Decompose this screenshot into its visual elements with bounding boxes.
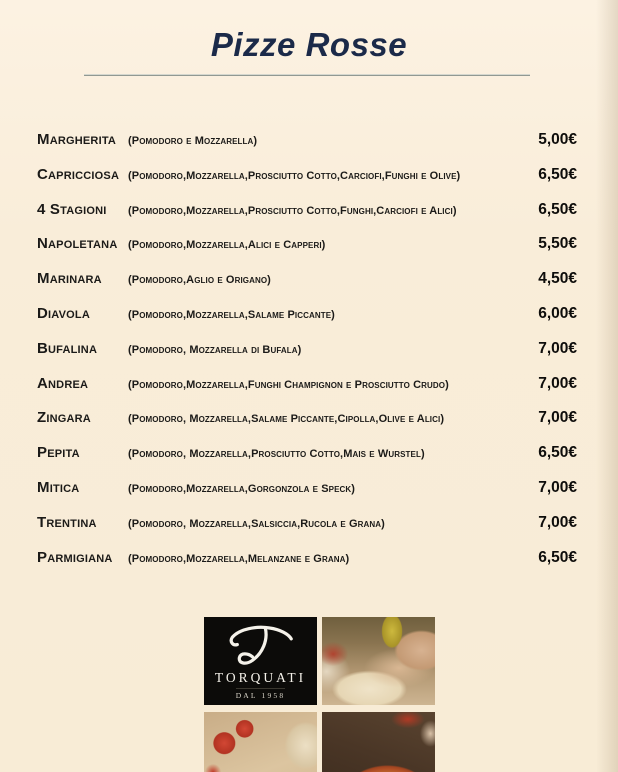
page-title: Pizze Rosse: [210, 26, 408, 63]
pizza-description: (Pomodoro, Mozzarella di Bufala): [128, 343, 302, 356]
title-divider: [84, 74, 530, 76]
pizza-name: Trentina: [37, 513, 97, 531]
kneading-dough-photo: [322, 617, 435, 705]
pizza-description: (Pomodoro, Mozzarella,Prosciutto Cotto,Mais e Wurstel): [128, 448, 425, 461]
menu-row: [37, 549, 577, 584]
pizza-description: (Pomodoro, Mozzarella,Salame Piccante,Cipolla,Olive e Alici): [128, 413, 445, 426]
page-edge-shadow: [596, 0, 618, 772]
pizza-name: Capricciosa: [37, 165, 120, 183]
pizza-name: Parmigiana: [37, 548, 113, 566]
pizza-in-oven-photo: [322, 712, 435, 772]
pizza-description: (Pomodoro,Mozzarella,Gorgonzola e Speck): [128, 482, 356, 495]
pizza-price: 6,00€: [538, 304, 577, 322]
pizza-name: Diavola: [37, 304, 90, 322]
pizza-name: Mitica: [37, 478, 80, 496]
pizza-price: 6,50€: [538, 165, 577, 183]
menu-row: [37, 514, 577, 549]
torquati-monogram-icon: [225, 623, 297, 669]
pizza-description: (Pomodoro,Mozzarella,Melanzane e Grana): [128, 552, 350, 565]
menu-row: [37, 305, 577, 340]
pizza-price: 5,50€: [538, 235, 577, 253]
pizza-description: (Pomodoro,Mozzarella,Alici e Capperi): [128, 239, 326, 252]
menu-row: [37, 409, 577, 444]
pizza-description: (Pomodoro,Mozzarella,Funghi Champignon e Prosciutto Crudo): [128, 378, 449, 391]
pizza-price: 7,00€: [538, 409, 577, 427]
pizza-price: 6,50€: [538, 548, 577, 566]
pizza-price: 4,50€: [538, 270, 577, 288]
pizza-description: (Pomodoro, Mozzarella,Salsiccia,Rucola e Grana): [128, 517, 385, 530]
pizza-price: 7,00€: [538, 374, 577, 392]
logo-brand-text: TORQUATI: [214, 670, 307, 686]
pizza-name: 4 Stagioni: [37, 200, 107, 218]
pizza-price: 7,00€: [538, 478, 577, 496]
pizza-name: Andrea: [37, 374, 89, 392]
footer-photo-grid: [204, 617, 435, 772]
menu-row: [37, 340, 577, 375]
pizza-name: Zingara: [37, 409, 91, 427]
menu-row: [37, 375, 577, 410]
pizza-price: 5,00€: [538, 131, 577, 148]
pizza-description: (Pomodoro,Mozzarella,Salame Piccante): [128, 308, 335, 321]
pizza-description: (Pomodoro,Mozzarella,Prosciutto Cotto,Funghi,Carciofi e Alici): [128, 204, 457, 217]
pizza-description: (Pomodoro,Aglio e Origano): [128, 274, 271, 287]
pizza-description: (Pomodoro,Mozzarella,Prosciutto Cotto,Carciofi,Funghi e Olive): [128, 169, 461, 182]
menu-row: [37, 201, 577, 236]
menu-list: [37, 131, 577, 583]
pizza-name: Pepita: [37, 444, 80, 462]
torquati-logo: [204, 617, 317, 705]
pizza-price: 7,00€: [538, 513, 577, 531]
pizza-name: Napoletana: [37, 235, 118, 253]
menu-row: [37, 270, 577, 305]
logo-tagline-text: DAL 1958: [236, 688, 286, 700]
menu-row: [37, 444, 577, 479]
pizza-name: Bufalina: [37, 339, 98, 357]
menu-row: [37, 166, 577, 201]
pizza-price: 7,00€: [538, 339, 577, 357]
tomatoes-and-dough-photo: [204, 712, 317, 772]
menu-row: [37, 479, 577, 514]
pizza-name: Margherita: [37, 131, 117, 148]
pizza-name: Marinara: [37, 270, 102, 288]
menu-row: [37, 131, 577, 166]
menu-row: [37, 235, 577, 270]
pizza-price: 6,50€: [538, 200, 577, 218]
pizza-description: (Pomodoro e Mozzarella): [128, 135, 258, 147]
pizza-price: 6,50€: [538, 444, 577, 462]
